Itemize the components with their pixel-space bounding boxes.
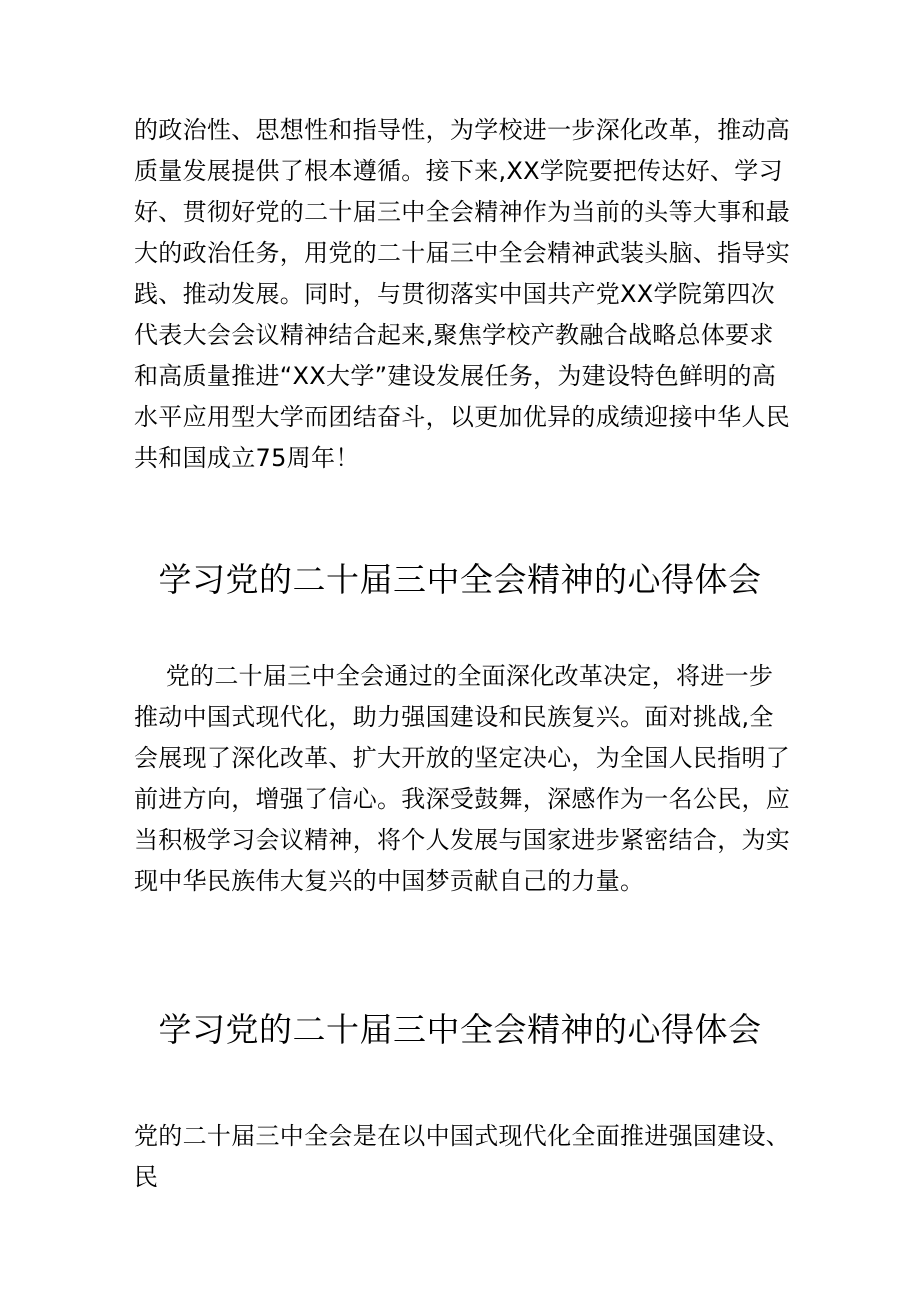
body-paragraph: 党的二十届三中全会是在以中国式现代化全面推进强国建设、民 [134,1122,791,1191]
section-heading: 学习党的二十届三中全会精神的心得体会 [158,560,762,599]
body-paragraph: 的政治性、思想性和指导性，为学校进一步深化改革，推动高质量发展提供了根本遵循。接下来,XX学院要把传达好、学习好、贯彻好党的二十届三中全会精神作为当前的头等大事和最大的政治任务，用党的二十届三中全会精神武装头脑、指导实践、推动发展。同时，与贯彻落实中国共产党XX学院第四次代表大会会议精神结合起来,聚焦学校产教融合战略总体要求和高质量推进“XX大学”建设发展任务，为建设特色鲜明的高水平应用型大学而团结奋斗，以更加优异的成绩迎接中华人民共和国成立75周年！ [134,116,791,472]
section-heading: 学习党的二十届三中全会精神的心得体会 [158,1010,762,1049]
body-paragraph: 党的二十届三中全会通过的全面深化改革决定，将进一步推动中国式现代化，助力强国建设和民族复兴。面对挑战,全会展现了深化改革、扩大开放的坚定决心，为全国人民指明了前进方向，增强了信心。我深受鼓舞，深感作为一名公民，应当积极学习会议精神，将个人发展与国家进步紧密结合，为实现中华民族伟大复兴的中国梦贡献自己的力量。 [134,662,791,895]
